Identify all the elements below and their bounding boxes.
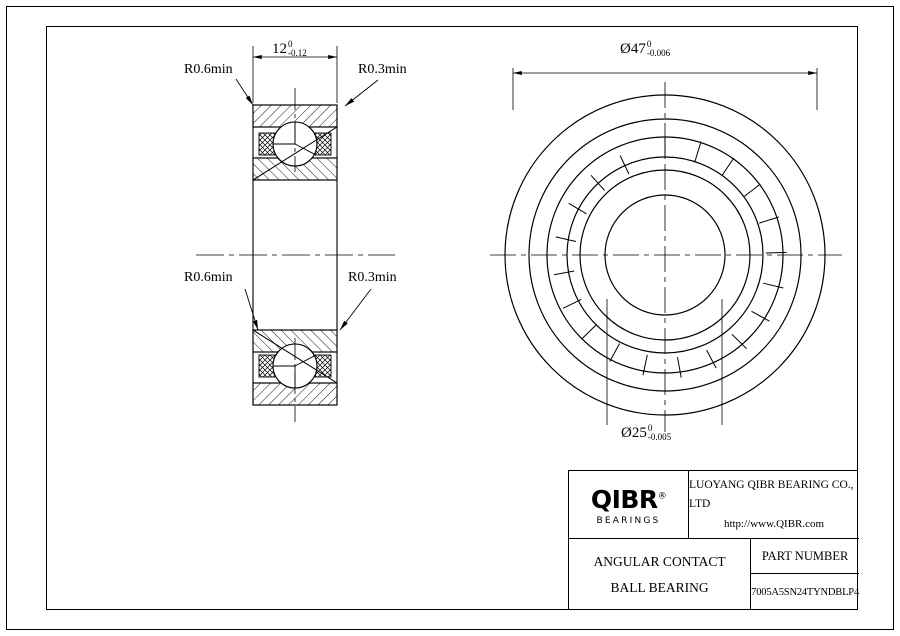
logo-wordmark: QIBR® [590, 485, 667, 514]
title-block-header-row [569, 471, 859, 539]
inner-diameter-label: Ø25 0 -0.005 [621, 423, 672, 443]
company-logo [569, 471, 689, 538]
outer-diameter-label: Ø47 0 -0.006 [620, 39, 671, 59]
product-type [569, 539, 751, 610]
chamfer-label-lower-left: R0.6min [184, 270, 233, 285]
width-dimension-label: 12 0 -0.12 [272, 39, 307, 59]
product-type-line1: ANGULAR CONTACT [593, 553, 726, 569]
part-number-label: PART NUMBER [751, 539, 859, 574]
logo-tagline: BEARINGS [596, 516, 661, 526]
chamfer-label-lower-right: R0.3min [348, 270, 397, 285]
company-info [689, 471, 859, 538]
part-number-block [751, 539, 859, 610]
company-url: http://www.QIBR.com [723, 517, 825, 530]
registered-mark-icon: ® [657, 491, 667, 502]
chamfer-label-upper-right: R0.3min [358, 62, 407, 77]
chamfer-label-upper-left: R0.6min [184, 62, 233, 77]
product-type-line2: BALL BEARING [610, 579, 709, 595]
company-name: LUOYANG QIBR BEARING CO., LTD [689, 478, 854, 511]
part-number-value: 7005A5SN24TYNDBLP4 [751, 586, 859, 598]
title-block [568, 470, 858, 610]
title-block-body-row [569, 539, 859, 610]
